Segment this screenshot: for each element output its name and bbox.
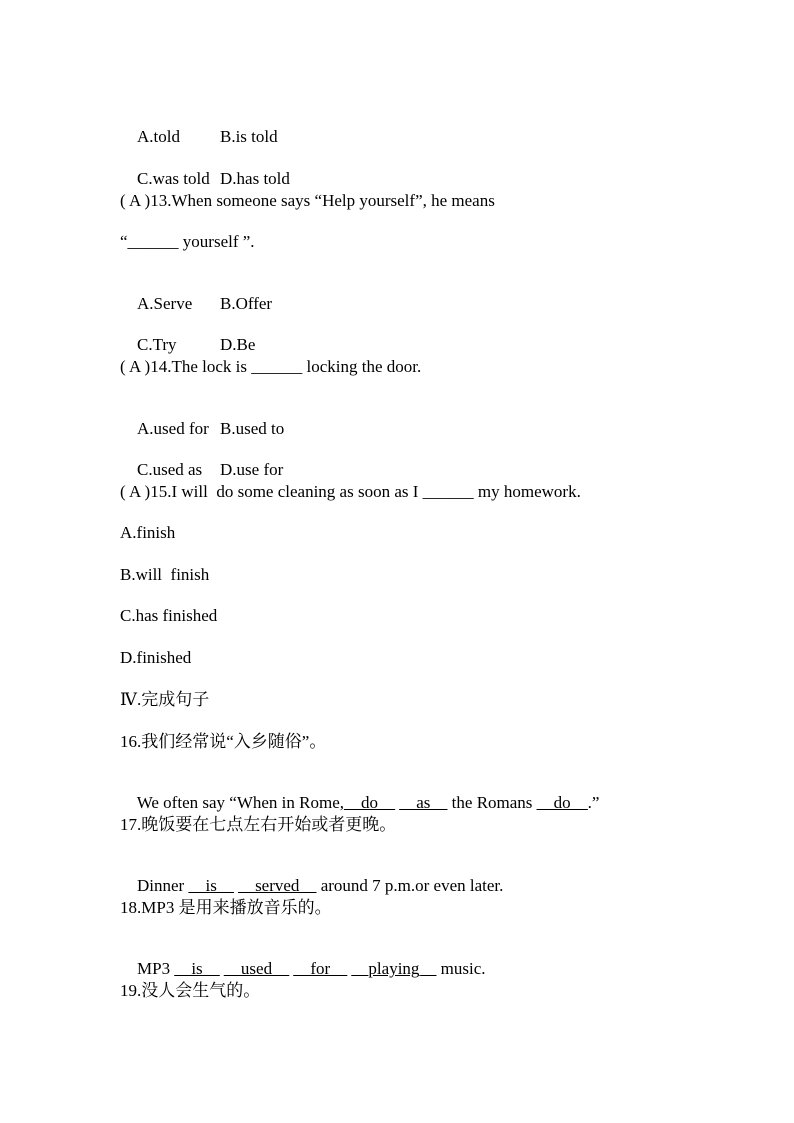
q16-answer-2: __as__ [399, 793, 448, 812]
q17-answer-1: __is__ [188, 876, 234, 895]
q12-option-a: A.told [137, 127, 180, 146]
q18-chinese: 18.MP3 是用来播放音乐的。 [120, 898, 332, 917]
q17-chinese: 17.晚饭要在七点左右开始或者更晚。 [120, 815, 397, 834]
q16-answer-3: __do__ [536, 793, 588, 812]
q16-text-1: We often say “When in Rome, [136, 793, 344, 812]
q12-option-c: C.was told [137, 169, 210, 188]
q15-stem: ( A )15.I will do some cleaning as soon as I ______ my homework. [120, 482, 581, 501]
q13-option-c: C.Try [137, 335, 177, 354]
q14-option-c: C.used as [137, 460, 203, 479]
q12-option-d: D.has told [220, 169, 290, 188]
q19-chinese: 19.没人会生气的。 [120, 981, 261, 1000]
q18-answer-3: __for__ [293, 959, 348, 978]
q14-option-d: D.use for [220, 460, 284, 479]
q17-text-1: Dinner [137, 876, 189, 895]
q14-option-b: B.used to [220, 419, 285, 438]
q13-option-b: B.Offer [220, 294, 273, 313]
q13-option-d: D.Be [220, 335, 256, 354]
q16-answer-1: __do__ [344, 793, 395, 812]
q13-stem: ( A )13.When someone says “Help yourself”, he means [120, 191, 495, 210]
q15-option-a: A.finish [120, 523, 176, 542]
q15-option-b: B.will finish [120, 565, 210, 584]
q17-answer-2: __served__ [238, 876, 317, 895]
q18-text-1: MP3 [137, 959, 175, 978]
q14-option-a: A.used for [137, 419, 209, 438]
q14-stem: ( A )14.The lock is ______ locking the door. [120, 357, 422, 376]
q16-chinese: 16.我们经常说“入乡随俗”。 [120, 732, 327, 751]
q13-stem-continued: “______ yourself ”. [120, 232, 255, 251]
q17-text-3: around 7 p.m.or even later. [316, 876, 504, 895]
section-4-title: Ⅳ.完成句子 [120, 690, 210, 709]
q15-option-d: D.finished [120, 648, 192, 667]
q18-text-5: music. [436, 959, 486, 978]
q16-text-4: .” [587, 793, 600, 812]
q15-option-c: C.has finished [120, 606, 218, 625]
q18-answer-4: __playing__ [351, 959, 437, 978]
q13-option-a: A.Serve [137, 294, 193, 313]
q18-answer-1: __is__ [174, 959, 220, 978]
q16-text-3: the Romans [447, 793, 537, 812]
q12-option-b: B.is told [220, 127, 278, 146]
q18-answer-2: __used__ [223, 959, 290, 978]
